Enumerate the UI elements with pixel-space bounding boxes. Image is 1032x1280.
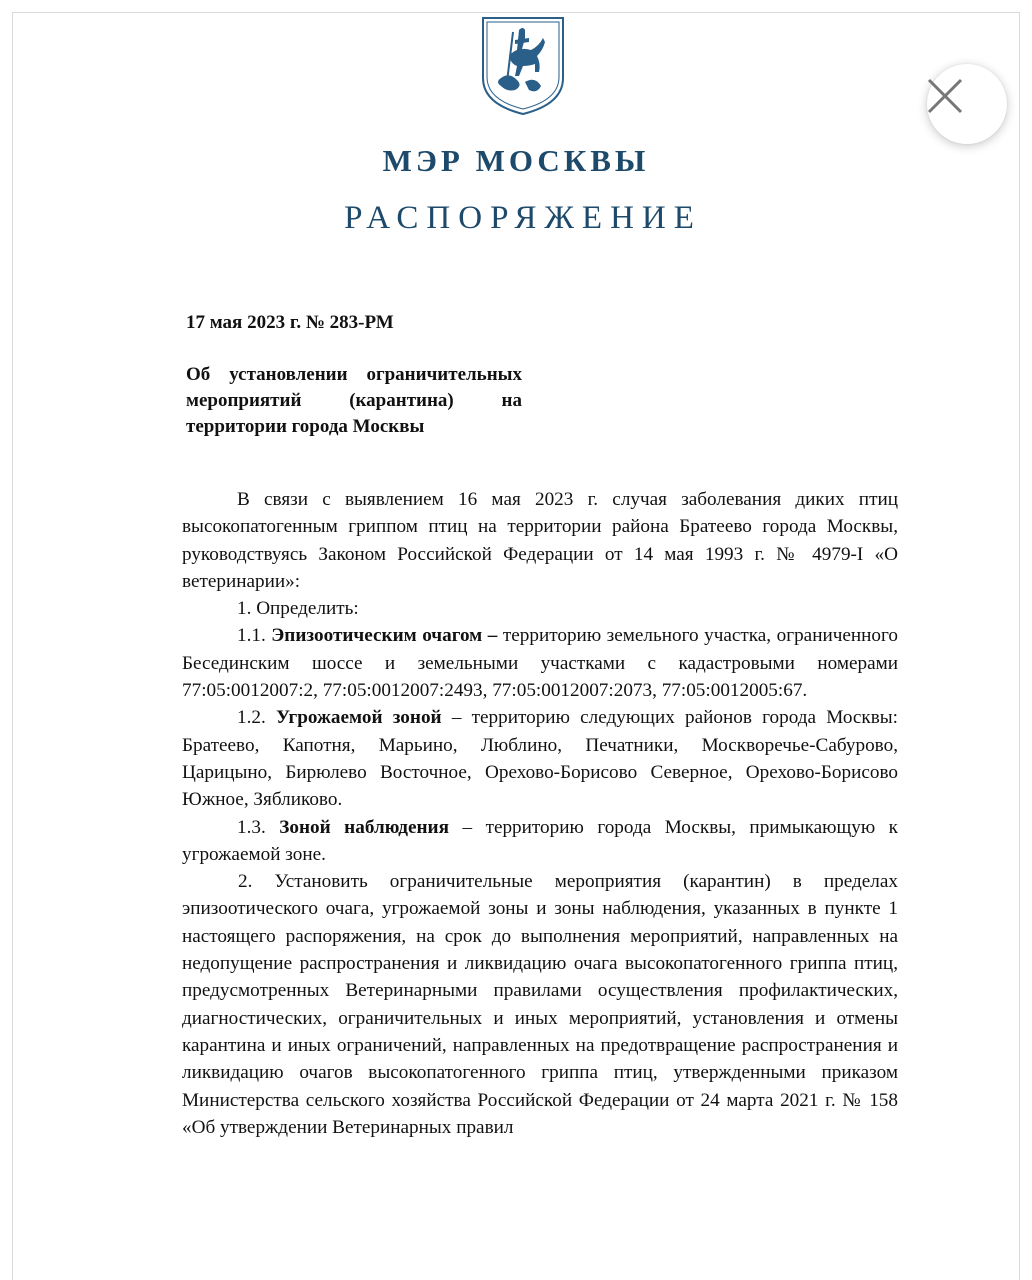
subject-line-1: Об установлении ограничительных [186,364,522,385]
item-1-2-text: – территорию следующих районов города Москвы: Братеево, Капотня, Марьино, Люблино, Печатники, Москворечье-Сабурово, Царицыно, Бирюлево Восточное, Орехово-Борисово Северное, Орехово-Борисово Южное, Зябликово. [182,707,899,811]
document-date-number: 17 мая 2023 г. № 283-РМ [186,312,394,333]
item-1-3-number: 1.3. [237,816,266,838]
document-type: РАСПОРЯЖЕНИЕ [344,200,702,236]
item-1-3-term: Зоной наблюдения [279,816,449,838]
org-title: МЭР МОСКВЫ [382,143,650,178]
item-1-1-term: Эпизоотическим очагом – [271,625,498,647]
close-button[interactable] [927,64,1007,144]
document-body [182,486,898,1141]
item-1-3-text: – территорию города Москвы, примыкающую к угрожаемой зоне. [182,816,898,865]
intro-paragraph: В связи с выявлением 16 мая 2023 г. случая заболевания диких птиц высокопатогенным гриппом птиц на территории района Братеево города Москвы, руководствуясь Законом Российской Федерации от 14 мая 1993 г. № 4979-I «О ветеринарии»: [182,489,898,592]
moscow-coat-of-arms-icon [479,16,567,116]
item-2: 2. Установить ограничительные мероприятия (карантин) в пределах эпизоотического очага, угрожаемой зоны и зоны наблюдения, указанных в пункте 1 настоящего распоряжения, на срок до выполнения мероприятий, направленных на недопущение распространения и ликвидацию очага высокопатогенного гриппа птиц, предусмотренных Ветеринарными правилами осуществления профилактических, диагностических, ограничительных и иных мероприятий, установления и отмены карантина и иных ограничений, направленных на предотвращение распространения и ликвидацию очагов высокопатогенного гриппа птиц, утвержденными приказом Министерства сельского хозяйства Российской Федерации от 24 марта 2021 г. № 158 «Об утверждении Ветеринарных правил [182,871,898,1138]
item-1-2 [182,704,898,813]
close-icon [927,64,1007,144]
item-1-1 [182,622,898,704]
item-1-1-text: территорию земельного участка, ограниченного Бесединским шоссе и земельными участками с кадастровыми номерами 77:05:0012007:2, 77:05:0012007:2493, 77:05:0012007:2073, 77:05:0012005:67. [182,625,899,702]
item-1-2-term: Угрожаемой зоной [276,707,442,729]
item-1: 1. Определить: [237,598,359,620]
document-subject [186,362,522,440]
subject-line-2: мероприятий (карантина) на [186,390,522,411]
item-1-3 [182,814,898,869]
item-1-1-number: 1.1. [237,625,266,647]
subject-line-3: территории города Москвы [186,416,425,437]
item-1-2-number: 1.2. [237,707,266,729]
